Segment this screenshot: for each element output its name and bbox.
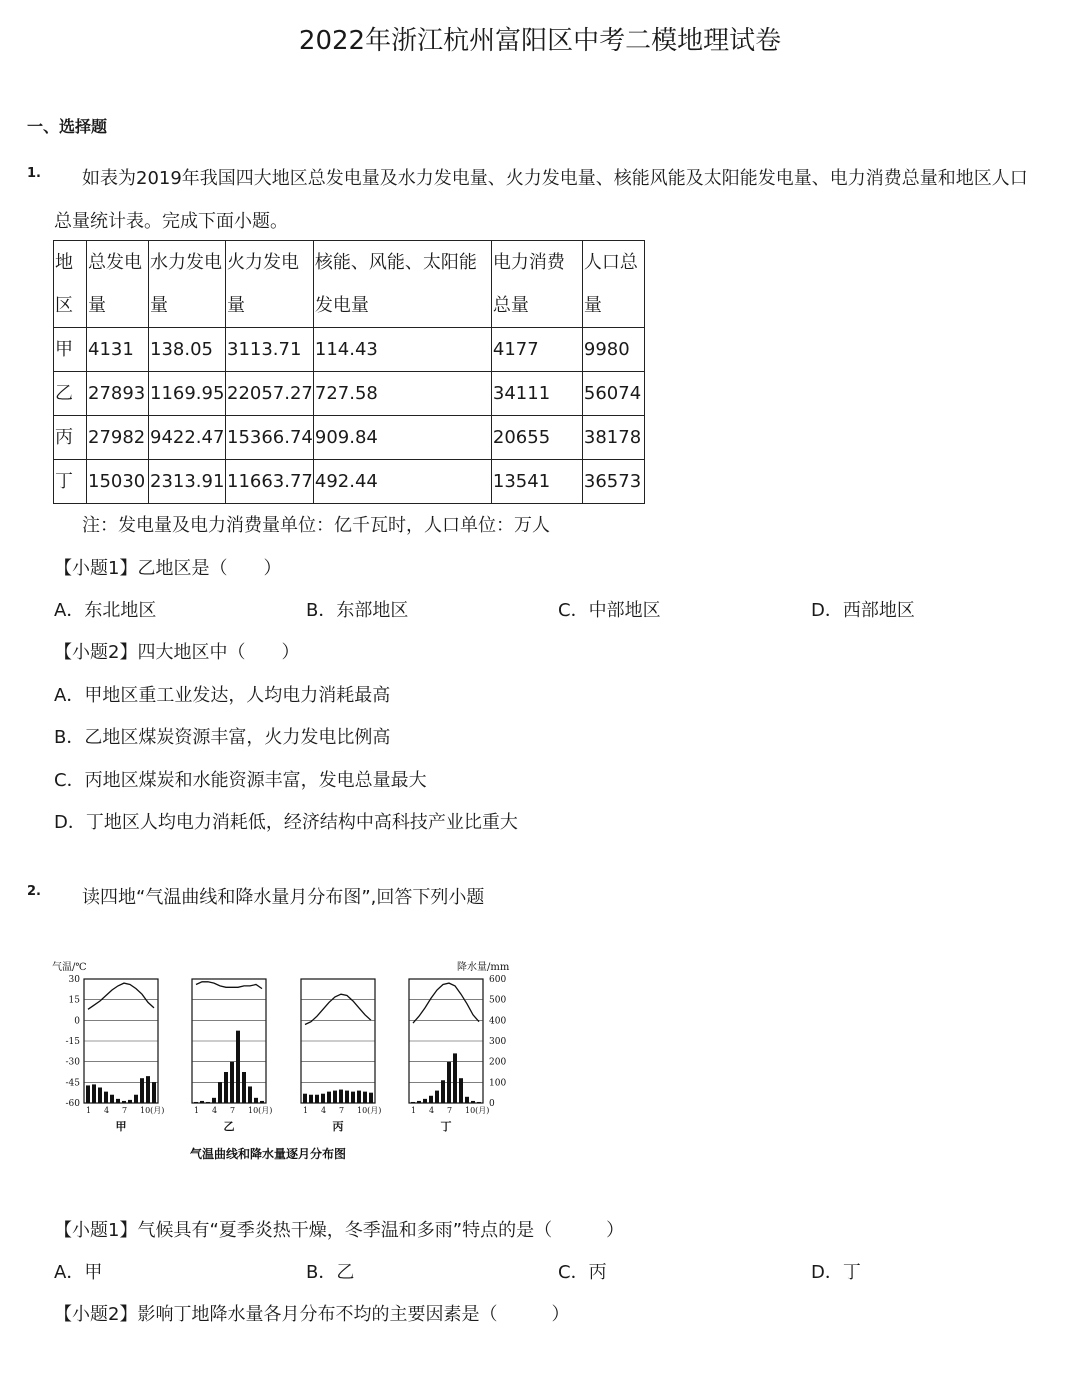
question-number: 1. <box>27 166 41 181</box>
question-stem-continued: 总量统计表。完成下面小题。 <box>54 211 288 232</box>
precip-bar <box>459 1078 463 1103</box>
option-b[interactable]: B．乙 <box>306 1262 355 1283</box>
precip-bar <box>417 1101 421 1103</box>
precip-bar <box>465 1097 469 1103</box>
precip-bar <box>200 1101 204 1103</box>
precip-bar <box>303 1094 307 1103</box>
precip-tick-label: 600 <box>489 975 507 985</box>
precip-bar <box>212 1098 216 1103</box>
option-b[interactable]: B．乙地区煤炭资源丰富，火力发电比例高 <box>54 727 391 748</box>
month-tick-label: 7 <box>339 1106 345 1115</box>
month-tick-label: 4 <box>429 1106 435 1115</box>
table-cell: 492.44 <box>313 460 491 504</box>
precip-bar <box>92 1084 96 1103</box>
precip-bar <box>128 1100 132 1103</box>
option-d[interactable]: D．西部地区 <box>811 600 915 621</box>
temp-tick-label: -60 <box>65 1099 80 1109</box>
precip-tick-label: 200 <box>489 1057 507 1068</box>
climate-chart <box>52 958 522 1168</box>
table-cell: 36573 <box>582 460 644 504</box>
question-number: 2. <box>27 884 41 899</box>
precip-bar <box>441 1080 445 1103</box>
table-row <box>54 372 645 416</box>
month-tick-label: 1 <box>86 1106 92 1115</box>
panel-name: 丙 <box>332 1120 344 1133</box>
precip-bar <box>447 1062 451 1103</box>
precip-bar <box>152 1082 156 1103</box>
precip-tick-label: 300 <box>489 1037 507 1047</box>
month-tick-label: 10(月) <box>140 1106 165 1115</box>
temp-axis-label: 气温/℃ <box>52 962 87 973</box>
table-cell: 909.84 <box>313 416 491 460</box>
precip-bar <box>230 1062 234 1103</box>
table-cell: 丙 <box>54 416 87 460</box>
temp-tick-label: 30 <box>68 975 80 985</box>
column-header: 电力消费总量 <box>491 241 582 328</box>
month-tick-label: 7 <box>230 1106 236 1115</box>
table-cell: 11663.77 <box>226 460 314 504</box>
table-note: 注：发电量及电力消费量单位：亿千瓦时，人口单位：万人 <box>82 515 550 536</box>
temp-tick-label: -30 <box>65 1057 80 1068</box>
precip-bar <box>98 1088 102 1104</box>
temp-tick-label: -45 <box>65 1078 80 1089</box>
table-cell: 乙 <box>54 372 87 416</box>
temperature-line <box>305 994 371 1024</box>
table-cell: 27893 <box>87 372 149 416</box>
table-cell: 727.58 <box>313 372 491 416</box>
precip-bar <box>339 1090 343 1103</box>
option-c[interactable]: C．丙地区煤炭和水能资源丰富，发电总量最大 <box>54 770 427 791</box>
table-cell: 56074 <box>582 372 644 416</box>
option-d[interactable]: D．丁地区人均电力消耗低，经济结构中高科技产业比重大 <box>54 812 518 833</box>
precip-bar <box>369 1093 373 1103</box>
option-a[interactable]: A．甲 <box>54 1262 103 1283</box>
table-cell: 20655 <box>491 416 582 460</box>
option-b[interactable]: B．东部地区 <box>306 600 409 621</box>
table-header-row <box>54 241 645 328</box>
precip-bar <box>327 1092 331 1103</box>
precip-bar <box>411 1102 415 1103</box>
panel-name: 丁 <box>440 1120 452 1133</box>
precip-bar <box>423 1099 427 1103</box>
month-tick-label: 4 <box>104 1106 110 1115</box>
table-cell: 27982 <box>87 416 149 460</box>
table-cell: 15030 <box>87 460 149 504</box>
precip-bar <box>236 1031 240 1103</box>
column-header: 人口总量 <box>582 241 644 328</box>
option-d[interactable]: D．丁 <box>811 1262 861 1283</box>
month-tick-label: 10(月) <box>357 1106 382 1115</box>
precip-bar <box>122 1101 126 1103</box>
precip-bar <box>321 1094 325 1103</box>
precip-bar <box>357 1091 361 1103</box>
precip-bar <box>351 1092 355 1103</box>
precip-axis-label: 降水量/mm <box>457 962 510 973</box>
climate-chart-figure <box>52 958 522 1168</box>
table-cell: 丁 <box>54 460 87 504</box>
sub-question-stem: 【小题1】乙地区是（ ） <box>54 558 282 579</box>
precip-bar <box>345 1091 349 1103</box>
month-tick-label: 10(月) <box>465 1106 490 1115</box>
month-tick-label: 1 <box>303 1106 309 1115</box>
panel-name: 乙 <box>223 1120 235 1133</box>
table-cell: 114.43 <box>313 328 491 372</box>
precip-tick-label: 500 <box>489 995 507 1006</box>
column-header: 水力发电量 <box>149 241 226 328</box>
month-tick-label: 4 <box>321 1106 327 1115</box>
precip-bar <box>254 1098 258 1103</box>
option-c[interactable]: C．中部地区 <box>558 600 661 621</box>
temperature-line <box>196 982 262 989</box>
table-cell: 9980 <box>582 328 644 372</box>
temperature-line <box>88 983 154 1009</box>
table-cell: 4131 <box>87 328 149 372</box>
sub-question-stem: 【小题2】影响丁地降水量各月分布不均的主要因素是（ ） <box>54 1304 570 1325</box>
data-table <box>53 240 645 504</box>
month-tick-label: 7 <box>122 1106 128 1115</box>
column-header: 总发电量 <box>87 241 149 328</box>
precip-bar <box>435 1091 439 1103</box>
table-cell: 13541 <box>491 460 582 504</box>
precip-tick-label: 400 <box>489 1016 507 1027</box>
page-title: 2022年浙江杭州富阳区中考二模地理试卷 <box>298 26 782 56</box>
section-heading: 一、选择题 <box>27 117 108 136</box>
month-tick-label: 4 <box>212 1106 218 1115</box>
month-tick-label: 10(月) <box>248 1106 273 1115</box>
sub-question-stem: 【小题1】气候具有“夏季炎热干燥，冬季温和多雨”特点的是（ ） <box>54 1220 625 1241</box>
precip-bar <box>104 1092 108 1103</box>
precip-bar <box>260 1101 264 1103</box>
option-c[interactable]: C．丙 <box>558 1262 607 1283</box>
table-row <box>54 460 645 504</box>
panel-name: 甲 <box>115 1120 127 1133</box>
table-row <box>54 328 645 372</box>
precip-bar <box>86 1085 90 1103</box>
precip-bar <box>218 1082 222 1103</box>
table-row <box>54 416 645 460</box>
question-stem: 如表为2019年我国四大地区总发电量及水力发电量、火力发电量、核能风能及太阳能发电量、电力消费总量和地区人口 <box>82 168 1028 189</box>
precip-bar <box>363 1092 367 1103</box>
month-tick-label: 1 <box>411 1106 417 1115</box>
precip-bar <box>242 1072 246 1103</box>
precip-bar <box>116 1099 120 1103</box>
chart-caption: 气温曲线和降水量逐月分布图 <box>190 1147 347 1161</box>
column-header: 地区 <box>54 241 87 328</box>
precip-bar <box>206 1102 210 1103</box>
precip-tick-label: 100 <box>489 1078 507 1089</box>
table-cell: 9422.47 <box>149 416 226 460</box>
temperature-line <box>413 983 479 1023</box>
precip-bar <box>146 1076 150 1103</box>
table-cell: 138.05 <box>149 328 226 372</box>
precip-bar <box>309 1095 313 1103</box>
temp-tick-label: -15 <box>65 1037 80 1047</box>
precip-bar <box>194 1102 198 1103</box>
table-cell: 3113.71 <box>226 328 314 372</box>
table-cell: 34111 <box>491 372 582 416</box>
precip-bar <box>471 1101 475 1103</box>
table-cell: 甲 <box>54 328 87 372</box>
table-cell: 1169.95 <box>149 372 226 416</box>
precip-bar <box>333 1091 337 1103</box>
table-cell: 22057.27 <box>226 372 314 416</box>
precip-tick-label: 0 <box>489 1099 495 1109</box>
precip-bar <box>477 1102 481 1103</box>
table-cell: 38178 <box>582 416 644 460</box>
column-header: 核能、风能、太阳能发电量 <box>313 241 491 328</box>
option-a[interactable]: A．甲地区重工业发达，人均电力消耗最高 <box>54 685 391 706</box>
table-cell: 4177 <box>491 328 582 372</box>
option-a[interactable]: A．东北地区 <box>54 600 157 621</box>
temp-tick-label: 15 <box>68 995 80 1006</box>
precip-bar <box>224 1072 228 1103</box>
precip-bar <box>315 1095 319 1103</box>
precip-bar <box>140 1078 144 1103</box>
table-cell: 2313.91 <box>149 460 226 504</box>
month-tick-label: 7 <box>447 1106 453 1115</box>
precip-bar <box>134 1095 138 1103</box>
question-stem: 读四地“气温曲线和降水量月分布图”,回答下列小题 <box>82 887 485 908</box>
precip-bar <box>429 1096 433 1103</box>
sub-question-stem: 【小题2】四大地区中（ ） <box>54 642 300 663</box>
month-tick-label: 1 <box>194 1106 200 1115</box>
precip-bar <box>248 1086 252 1103</box>
temp-tick-label: 0 <box>74 1016 80 1027</box>
precip-bar <box>110 1095 114 1103</box>
column-header: 火力发电量 <box>226 241 314 328</box>
table-cell: 15366.74 <box>226 416 314 460</box>
precip-bar <box>453 1053 457 1103</box>
